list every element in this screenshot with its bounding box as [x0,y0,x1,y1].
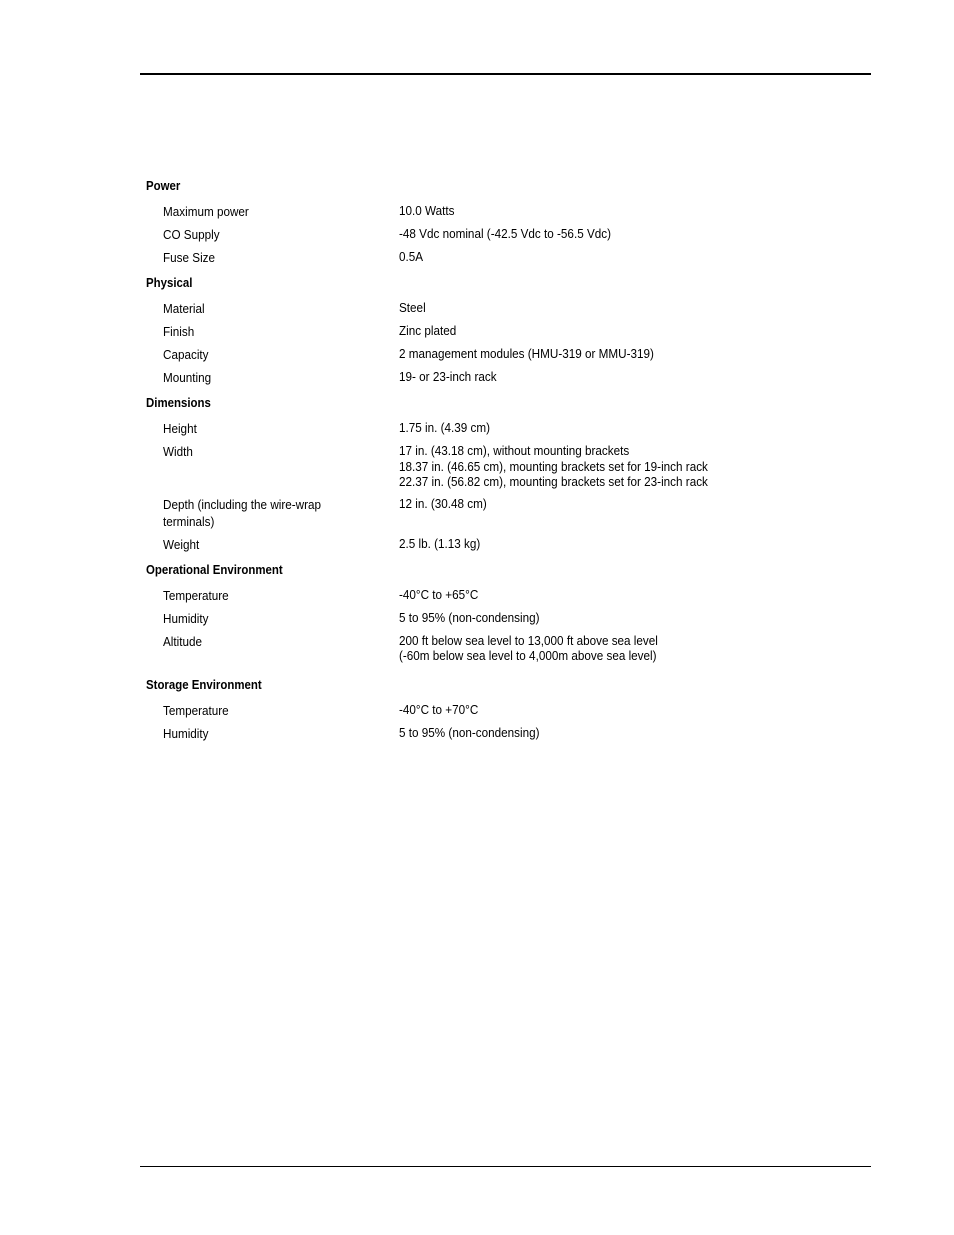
spec-row [163,536,866,553]
spec-label [163,203,375,220]
spec-label [163,346,375,363]
spec-value [399,496,813,530]
spec-value [399,420,813,437]
spec-value [399,702,813,719]
spec-label [163,323,375,340]
spec-label-line: Depth (including the wire-wrap [163,496,322,512]
spec-value [399,300,813,317]
spec-section [146,561,866,676]
spec-label [163,536,375,553]
spec-label [163,369,375,386]
spec-value-line: -40°C to +70°C [399,701,479,717]
spec-row [163,203,866,220]
spec-value-line: 10.0 Watts [399,203,455,218]
spec-label-line: Altitude [163,633,203,649]
spec-label [163,443,375,490]
spec-section [146,394,866,561]
spec-row [163,420,866,437]
spec-value [399,203,813,220]
spec-row [163,610,866,627]
spec-value-line: 19- or 23-inch rack [399,369,497,384]
spec-label [163,587,375,604]
spec-value-line: 22.37 in. (56.82 cm), mounting brackets set for 23-inch rack [399,474,708,489]
spec-label [163,725,375,742]
spec-row [163,496,866,530]
spec-label-line: Temperature [163,587,229,603]
spec-value-line: 5 to 95% (non-condensing) [399,724,540,740]
spec-value-line: -40°C to +65°C [399,586,479,602]
spec-label-line: Temperature [163,702,229,718]
spec-label-line: Finish [163,324,195,339]
spec-value-line: 0.5A [399,249,424,264]
spec-value [399,369,813,386]
header-rule [140,73,871,75]
spec-section [146,177,866,274]
spec-section [146,274,866,394]
spec-value-line: 1.75 in. (4.39 cm) [399,420,491,435]
spec-value-line: Zinc plated [399,323,457,338]
spec-label [163,496,375,530]
spec-label [163,226,375,243]
section-title: Physical [146,275,193,290]
spec-row [163,323,866,340]
spec-value-line: -48 Vdc nominal (-42.5 Vdc to -56.5 Vdc) [399,226,612,241]
spec-label-line: Weight [163,536,200,552]
spec-row [163,249,866,266]
spec-value-line: 200 ft below sea level to 13,000 ft above sea level [399,632,658,648]
spec-label-line: Mounting [163,370,212,385]
spec-label-line: Maximum power [163,204,249,219]
spec-row [163,346,866,363]
spec-value [399,443,813,490]
spec-value [399,249,813,266]
spec-value-line: 18.37 in. (46.65 cm), mounting brackets set for 19-inch rack [399,458,708,474]
spec-label-line: Capacity [163,347,209,362]
spec-value [399,226,813,243]
spec-value-line: Steel [399,300,426,315]
spec-label [163,633,375,664]
spec-value [399,587,813,604]
spec-label-line: CO Supply [163,227,220,242]
spec-section [146,676,866,750]
spec-value-line: 5 to 95% (non-condensing) [399,609,540,625]
spec-label-line: Humidity [163,725,209,741]
spec-label [163,249,375,266]
spec-value-line: 2.5 lb. (1.13 kg) [399,535,481,551]
section-title: Dimensions [146,395,211,410]
spec-value-line: 12 in. (30.48 cm) [399,495,487,511]
spec-value-line: 17 in. (43.18 cm), without mounting brackets [399,443,630,458]
spec-value [399,346,813,363]
spec-label-line: Humidity [163,610,209,626]
spec-label [163,300,375,317]
section-title: Storage Environment [146,676,262,692]
spec-value [399,323,813,340]
spec-row [163,702,866,719]
spec-row [163,587,866,604]
section-title: Operational Environment [146,561,283,577]
spec-value [399,725,813,742]
spec-row [163,443,866,490]
spec-label-line: Width [163,444,193,459]
spec-label-line: Material [163,301,205,316]
spec-row [163,300,866,317]
spec-value [399,536,813,553]
spec-value [399,633,813,664]
spec-row [163,226,866,243]
spec-label-line: terminals) [163,513,215,529]
spec-label-line: Fuse Size [163,250,216,265]
spec-label [163,610,375,627]
spec-label [163,702,375,719]
spec-label-line: Height [163,421,197,436]
spec-value-line: 2 management modules (HMU-319 or MMU-319) [399,346,654,361]
spec-label [163,420,375,437]
spec-value-line: (-60m below sea level to 4,000m above sea level) [399,648,657,663]
footer-rule [140,1166,871,1167]
spec-value [399,610,813,627]
specifications-table [146,177,866,750]
spec-row [163,725,866,742]
spec-row [163,633,866,664]
spec-row [163,369,866,386]
section-title: Power [146,178,181,193]
